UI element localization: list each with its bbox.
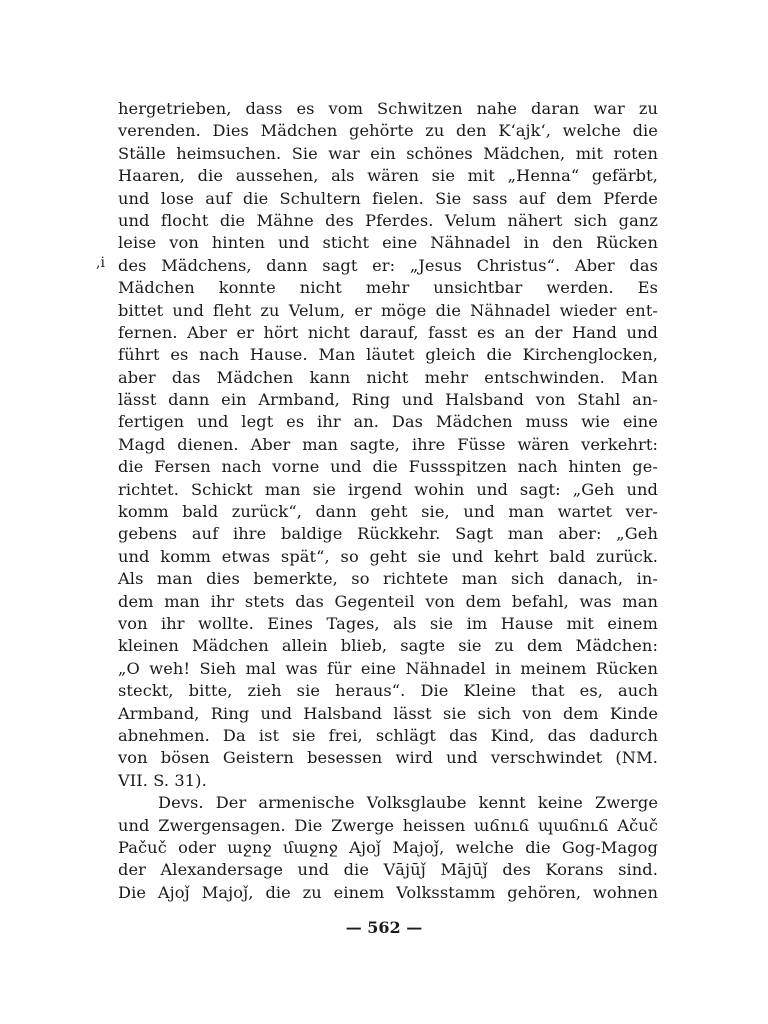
page-number: — 562 — bbox=[345, 918, 423, 937]
text-line: kleinen Mädchen allein blieb, sagte sie zu dem Mädchen: bbox=[118, 636, 658, 656]
text-line: und Zwergensagen. Die Zwerge heissen աճուճ պաճուճ Ačuč bbox=[118, 815, 658, 835]
text-line: Mädchen konnte nicht mehr unsichtbar werden. Es bbox=[118, 278, 658, 298]
text-line: fernen. Aber er hört nicht darauf, fasst es an der Hand und bbox=[118, 322, 658, 342]
text-line: Die Ajoǰ Majoǰ, die zu einem Volksstamm gehören, wohnen bbox=[118, 882, 658, 902]
text-line: Devs. Der armenische Volksglaube kennt keine Zwerge bbox=[158, 793, 658, 813]
text-line: hergetrieben, dass es vom Schwitzen nahe daran war zu bbox=[118, 99, 658, 118]
text-line: steckt, bitte, zieh sie heraus“. Die Kleine that es, auch bbox=[118, 681, 658, 701]
text-line: die Fersen nach vorne und die Fussspitzen nach hinten ge- bbox=[118, 457, 658, 477]
text-line: VII. S. 31). bbox=[118, 770, 207, 790]
text-line: lässt dann ein Armband, Ring und Halsband von Stahl an- bbox=[118, 390, 658, 410]
text-line: Armband, Ring und Halsband lässt sie sich von dem Kinde bbox=[118, 703, 658, 723]
text-line: von ihr wollte. Eines Tages, als sie im Hause mit einem bbox=[118, 613, 658, 633]
text-line: Pačuč oder աջոջ մաջոջ Ajoǰ Majoǰ, welche die Gog-Magog bbox=[118, 837, 658, 857]
text-line: führt es nach Hause. Man läutet gleich die Kirchenglocken, bbox=[118, 345, 658, 365]
text-line: fertigen und legt es ihr an. Das Mädchen muss wie eine bbox=[118, 412, 658, 432]
text-line: der Alexandersage und die Vājūǰ Mājūǰ des Korans sind. bbox=[118, 860, 658, 880]
text-line: Magd dienen. Aber man sagte, ihre Füsse wären verkehrt: bbox=[118, 434, 658, 454]
text-line: Ställe heimsuchen. Sie war ein schönes Mädchen, mit roten bbox=[118, 143, 658, 163]
text-line: und komm etwas spät“, so geht sie und kehrt bald zurück. bbox=[118, 546, 658, 566]
text-line: und lose auf die Schultern fielen. Sie sass auf dem Pferde bbox=[118, 188, 658, 208]
text-line: des Mädchens, dann sagt er: „Jesus Christus“. Aber das bbox=[118, 255, 658, 275]
text-line: dem man ihr stets das Gegenteil von dem befahl, was man bbox=[118, 591, 658, 611]
text-line: verenden. Dies Mädchen gehörte zu den K‘ajk‘, welche die bbox=[118, 121, 658, 141]
text-line: komm bald zurück“, dann geht sie, und man wartet ver- bbox=[118, 502, 658, 522]
text-line: und flocht die Mähne des Pferdes. Velum nähert sich ganz bbox=[118, 210, 658, 230]
text-line: Haaren, die aussehen, als wären sie mit „Henna“ gefärbt, bbox=[118, 166, 658, 186]
text-line: richtet. Schickt man sie irgend wohin und sagt: „Geh und bbox=[118, 479, 658, 499]
text-line: aber das Mädchen kann nicht mehr entschwinden. Man bbox=[118, 367, 658, 387]
margin-mark: ,i bbox=[96, 255, 105, 271]
text-line: leise von hinten und sticht eine Nähnadel in den Rücken bbox=[118, 233, 658, 253]
text-line: Als man dies bemerkte, so richtete man sich danach, in- bbox=[118, 569, 658, 589]
body-text bbox=[118, 98, 658, 904]
text-line: abnehmen. Da ist sie frei, schlägt das Kind, das dadurch bbox=[118, 725, 658, 745]
text-line: gebens auf ihre baldige Rückkehr. Sagt man aber: „Geh bbox=[118, 524, 658, 544]
text-line: von bösen Geistern besessen wird und verschwindet (NM. bbox=[118, 748, 658, 768]
text-line: bittet und fleht zu Velum, er möge die Nähnadel wieder ent- bbox=[118, 300, 658, 320]
text-line: „O weh! Sieh mal was für eine Nähnadel in meinem Rücken bbox=[118, 658, 658, 678]
